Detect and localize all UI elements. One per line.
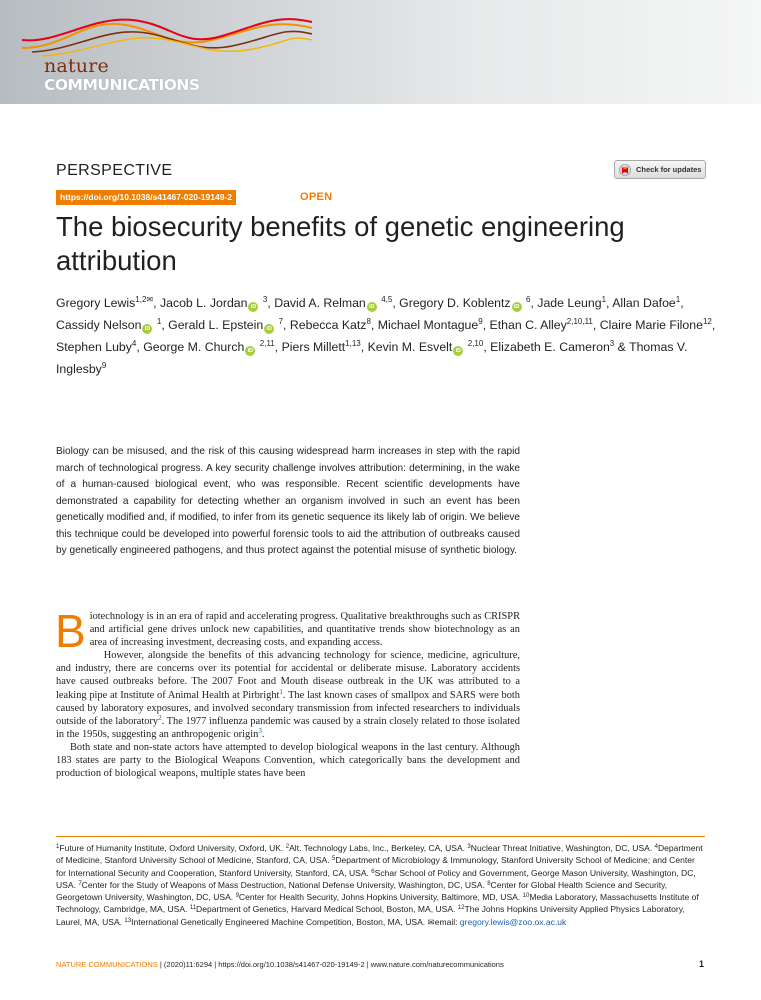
logo-nature-text: nature xyxy=(44,55,109,77)
check-for-updates-button[interactable] xyxy=(614,160,706,179)
author-entry[interactable] xyxy=(274,296,392,310)
author-name[interactable]: Stephen Luby xyxy=(56,340,132,354)
footer-journal-name: NATURE COMMUNICATIONS xyxy=(56,960,158,969)
author-name[interactable]: Allan Dafoe xyxy=(612,296,676,310)
author-name[interactable]: Michael Montague xyxy=(377,318,479,332)
author-name[interactable]: Jacob L. Jordan xyxy=(159,296,248,310)
affiliations-list xyxy=(56,842,706,928)
author-affiliation-marker: 1,2✉ xyxy=(135,295,154,304)
author-entry[interactable] xyxy=(56,340,136,354)
author-entry[interactable] xyxy=(143,340,275,354)
affiliation-text: Department of Genetics, Harvard Medical School, Boston, MA, USA. xyxy=(196,904,458,915)
reference-link-2[interactable]: 2 xyxy=(158,713,162,722)
affiliation-text: Nuclear Threat Initiative, Washington, DC, USA. xyxy=(470,843,655,853)
author-entry[interactable] xyxy=(490,340,614,354)
author-affiliation-marker: 9 xyxy=(478,317,483,326)
affiliation-text: Center for Global Health Science and Security, Georgetown University, Washington, DC, USA. xyxy=(56,879,668,903)
author-name[interactable]: Thomas V. Inglesby xyxy=(56,340,688,376)
orcid-icon[interactable]: iD xyxy=(248,302,258,312)
affiliation-number: 2 xyxy=(285,844,290,850)
body-paragraph-2: However, alongside the benefits of this advancing technology for science, medicine, agriculture, and industry, there are concerns over its potential for accidental or deliberate misuse. Laboratory accidents have caused outbreaks before. The 2007 Foot and Mouth disease outbreak in the UK was attributed to a leaking pipe at Institute of Animal Health at Pirbright$^1$. The last known cases of smallpox and SARS were both caused by laboratory exposures, and involved secondary transmission from infected researchers to individuals outside of the laboratory$^2$. The 1977 influenza pandemic was caused by a strain closely related to those isolated in the 1950s, suggesting an anthropogenic origin$^3$. xyxy=(56,650,520,740)
affiliation-number: 4 xyxy=(654,844,658,850)
orcid-icon[interactable]: iD xyxy=(142,324,152,334)
author-affiliation-marker: 2,11 xyxy=(259,339,275,348)
affiliation-number: 9 xyxy=(235,893,239,900)
author-affiliation-marker: 1 xyxy=(156,317,162,326)
author-affiliation-marker: 1,13 xyxy=(345,339,361,348)
affiliation-number: 10 xyxy=(522,893,530,900)
journal-header-band xyxy=(0,0,761,104)
author-affiliation-marker: 3 xyxy=(262,295,268,304)
author-entry[interactable] xyxy=(168,318,283,332)
author-name[interactable]: Piers Millett xyxy=(281,340,346,354)
email-prefix: email: xyxy=(434,916,460,927)
author-entry[interactable] xyxy=(399,296,530,310)
author-entry[interactable] xyxy=(612,296,680,310)
author-name[interactable]: Cassidy Nelson xyxy=(56,318,142,332)
orcid-icon[interactable]: iD xyxy=(512,302,522,312)
reference-link-1[interactable]: 1 xyxy=(279,687,283,696)
affiliation-text: Department of Medicine, Stanford University School of Medicine, Stanford, CA, USA. xyxy=(56,843,703,866)
affiliation-text: Alt. Technology Labs, Inc., Berkeley, CA, USA. xyxy=(289,843,468,853)
author-affiliation-marker: 4 xyxy=(131,339,137,348)
author-entry[interactable] xyxy=(378,318,483,332)
open-access-label: OPEN xyxy=(300,191,333,203)
page-footer xyxy=(56,960,504,969)
author-affiliation-marker: 7 xyxy=(278,317,284,326)
affiliation-number: 1 xyxy=(56,844,60,850)
doi-link[interactable]: https://doi.org/10.1038/s41467-020-19149-2 xyxy=(56,190,236,205)
author-affiliation-marker: 3 xyxy=(609,339,615,348)
affiliation-number: 8 xyxy=(487,880,491,887)
author-name[interactable]: Elizabeth E. Cameron xyxy=(490,340,610,354)
affiliation-number: 3 xyxy=(467,844,471,850)
author-entry[interactable] xyxy=(490,318,593,332)
body-paragraph-3: Both state and non-state actors have attempted to develop biological weapons in the last century. Although 183 states are party to the Biological Weapons Convention, which categorically bans the development and production of biological weapons, multiple states have been xyxy=(56,741,520,780)
author-affiliation-marker: 4,5 xyxy=(381,295,393,304)
email-link[interactable]: gregory.lewis@zoo.ox.ac.uk xyxy=(459,916,567,927)
affiliation-text: Media Laboratory, Massachusetts Institute of Technology, Cambridge, MA, USA. xyxy=(56,892,699,915)
author-entry[interactable] xyxy=(160,296,267,310)
author-affiliation-marker: 12 xyxy=(702,317,712,326)
author-name[interactable]: Gregory D. Koblentz xyxy=(399,296,511,310)
author-name[interactable]: Gerald L. Epstein xyxy=(168,318,264,332)
affiliation-number: 11 xyxy=(189,905,197,912)
check-for-updates-label: Check for updates xyxy=(636,165,702,174)
author-name[interactable]: Gregory Lewis xyxy=(56,296,136,310)
abstract-paragraph: Biology can be misused, and the risk of this causing widespread harm increases in step with the rapid march of technological progress. A key security challenge involves attribution: determining, in the wake of a human-caused biological event, who was responsible. Recent scientific developments have demonstrated a capability for detecting whether an organism involved in such an event has been genetically modified and, if modified, to infer from its genetic sequence its likely lab of origin. We believe this technique could be developed into powerful forensic tools to aid the attribution of outbreaks caused by genetically engineered pathogens, and thus protect against the potential misuse of synthetic biology. xyxy=(56,446,520,556)
page-number: 1 xyxy=(699,959,705,969)
orcid-icon[interactable]: iD xyxy=(367,302,377,312)
affiliation-text: International Genetically Engineered Machine Competition, Boston, MA, USA. xyxy=(131,916,428,927)
orcid-icon[interactable]: iD xyxy=(245,346,255,356)
author-affiliation-marker: 1 xyxy=(601,295,607,304)
author-entry[interactable] xyxy=(56,296,153,310)
orcid-icon[interactable]: iD xyxy=(453,346,463,356)
logo-communications-text: COMMUNICATIONS xyxy=(44,76,200,94)
affiliation-text: The Johns Hopkins University Applied Physics Laboratory, Laurel, MA, USA. xyxy=(56,904,685,927)
author-entry[interactable] xyxy=(368,340,484,354)
dropcap-letter: B xyxy=(55,605,86,657)
affiliation-number: 7 xyxy=(78,880,82,887)
body-paragraph-1: Biotechnology is in an era of rapid and accelerating progress. Qualitative breakthroughs such as CRISPR and artificial gene drives unlock new capabilities, and quantitative trends show biotechnology as an area of increasing investment, decreasing costs, and expanding access. xyxy=(55,605,520,657)
author-affiliation-marker: 9 xyxy=(101,361,107,370)
author-entry[interactable] xyxy=(537,296,606,310)
orcid-icon[interactable]: iD xyxy=(264,324,274,334)
body-text xyxy=(55,605,520,780)
affiliations-divider xyxy=(56,836,705,837)
email-icon: ✉ xyxy=(427,916,435,927)
author-name[interactable]: David A. Relman xyxy=(274,296,366,310)
author-affiliation-marker: 6 xyxy=(526,295,531,304)
author-name[interactable]: George M. Church xyxy=(143,340,245,354)
affiliation-number: 6 xyxy=(371,868,375,875)
author-entry[interactable] xyxy=(600,318,712,332)
affiliation-number: 13 xyxy=(124,917,132,924)
author-entry[interactable] xyxy=(56,318,161,332)
article-type-label: PERSPECTIVE xyxy=(56,162,173,179)
affiliation-number: 5 xyxy=(332,856,336,863)
bookmark-refresh-icon xyxy=(619,164,631,176)
footer-citation: | (2020)11:6294 | https://doi.org/10.1038/s41467-020-19149-2 | www.nature.com/naturecommunications xyxy=(157,960,504,969)
affiliation-text: Future of Humanity Institute, Oxford University, Oxford, UK. xyxy=(59,843,286,853)
author-name[interactable]: Rebecca Katz xyxy=(289,318,367,332)
author-name[interactable]: Claire Marie Filone xyxy=(599,318,703,332)
affiliation-text: Department of Microbiology & Immunology, Stanford University School of Medicine; and Center for International Security and Cooperation, Stanford University, Stanford, CA, USA. xyxy=(56,855,695,878)
author-affiliation-marker: 8 xyxy=(366,317,371,326)
author-name[interactable]: Ethan C. Alley xyxy=(489,318,567,332)
author-affiliation-marker: 1 xyxy=(675,295,681,304)
author-name[interactable]: Jade Leung xyxy=(537,296,602,310)
author-entry[interactable] xyxy=(282,340,361,354)
affiliation-text: Center for the Study of Weapons of Mass Destruction, National Defense University, Washington, DC, USA. xyxy=(81,879,488,890)
affiliation-text: Center for Health Security, Johns Hopkins University, Baltimore, MD, USA. xyxy=(238,892,523,903)
affiliation-number: 12 xyxy=(457,905,465,912)
author-list: Gregory Lewis$^{1,2✉}$, Jacob L. Jordan iD $^3$, David A. Relman iD $^{4,5}$, Gregory D. Koblentz iD $^6$, Jade Leung$^1$, Allan Dafoe$^1$, Cassidy Nelson iD $^1$, Gerald L. Epstein iD $^7$, Rebecca Katz$^8$, Michael Montague$^9$, Ethan C. Alley$^{2,10,11}$, Claire Marie Filone$^{12}$, Stephen Luby$^4$, George M. Church iD $^{2,11}$, Piers Millett$^{1,13}$, Kevin M. Esvelt iD $^{2,10}$, Elizabeth E. Cameron$^3$ & Thomas V. Inglesby$^9$ xyxy=(56,295,716,376)
author-name[interactable]: Kevin M. Esvelt xyxy=(367,340,453,354)
article-title: The biosecurity benefits of genetic engineering attribution xyxy=(56,211,625,276)
author-entry[interactable] xyxy=(290,318,371,332)
author-affiliation-marker: 2,10 xyxy=(467,339,484,348)
reference-link-3[interactable]: 3 xyxy=(258,726,262,735)
affiliation-text: Schar School of Policy and Government, George Mason University, Washington, DC, USA. xyxy=(56,867,696,890)
author-affiliation-marker: 2,10,11 xyxy=(566,317,593,326)
